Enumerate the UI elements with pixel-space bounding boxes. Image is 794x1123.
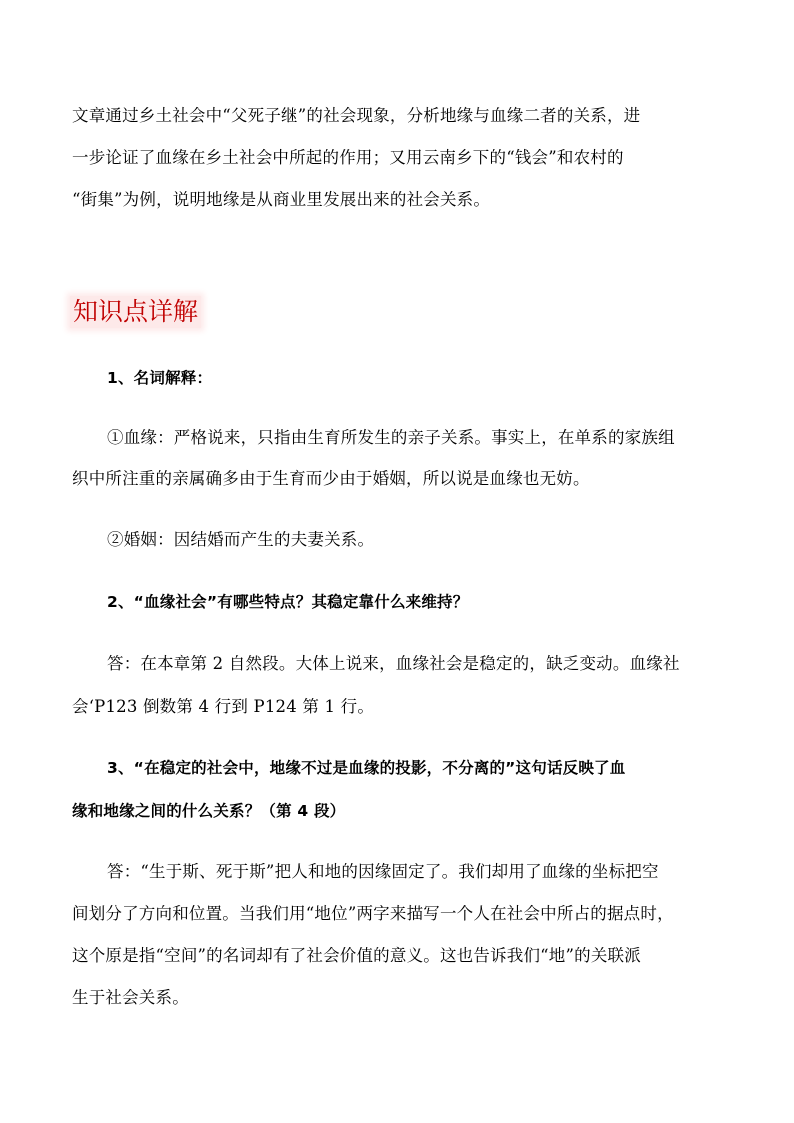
answer-3-line-4: 生于社会关系。	[72, 988, 189, 1007]
definition-blood-line-1: ①血缘：严格说来，只指由生育所发生的亲子关系。事实上，在单系的家族组	[107, 428, 675, 447]
answer-3-line-2: 间划分了方向和位置。当我们用“地位”两字来描写一个人在社会中所占的据点时，	[72, 904, 674, 923]
intro-line-1: 文章通过乡土社会中“父死子继”的社会现象，分析地缘与血缘二者的关系，进	[72, 106, 641, 125]
answer-2-line-2: 会‘P123 倒数第 4 行到 P124 第 1 行。	[72, 697, 375, 716]
question-3-title-line-1: 3、“在稳定的社会中，地缘不过是血缘的投影，不分离的”这句话反映了血	[107, 759, 626, 777]
question-3-title-line-2: 缘和地缘之间的什么关系？（第 4 段）	[72, 802, 346, 820]
section-heading: 知识点详解	[70, 296, 201, 328]
question-1-title: 1、名词解释：	[107, 369, 213, 387]
answer-3-line-3: 这个原是指“空间”的名词却有了社会价值的意义。这也告诉我们“地”的关联派	[72, 946, 641, 965]
definition-marriage: ②婚姻：因结婚而产生的夫妻关系。	[107, 530, 375, 549]
answer-2-line-1: 答：在本章第 2 自然段。大体上说来，血缘社会是稳定的，缺乏变动。血缘社	[107, 654, 680, 673]
question-2-title: 2、“血缘社会”有哪些特点？其稳定靠什么来维持？	[107, 593, 469, 611]
intro-line-2: 一步论证了血缘在乡土社会中所起的作用；又用云南乡下的“钱会”和农村的	[72, 148, 624, 167]
answer-3-line-1: 答：“生于斯、死于斯”把人和地的因缘固定了。我们却用了血缘的坐标把空	[107, 862, 659, 881]
definition-blood-line-2: 织中所注重的亲属确多由于生育而少由于婚姻，所以说是血缘也无妨。	[72, 469, 590, 488]
intro-line-3: “街集”为例，说明地缘是从商业里发展出来的社会关系。	[72, 190, 491, 209]
